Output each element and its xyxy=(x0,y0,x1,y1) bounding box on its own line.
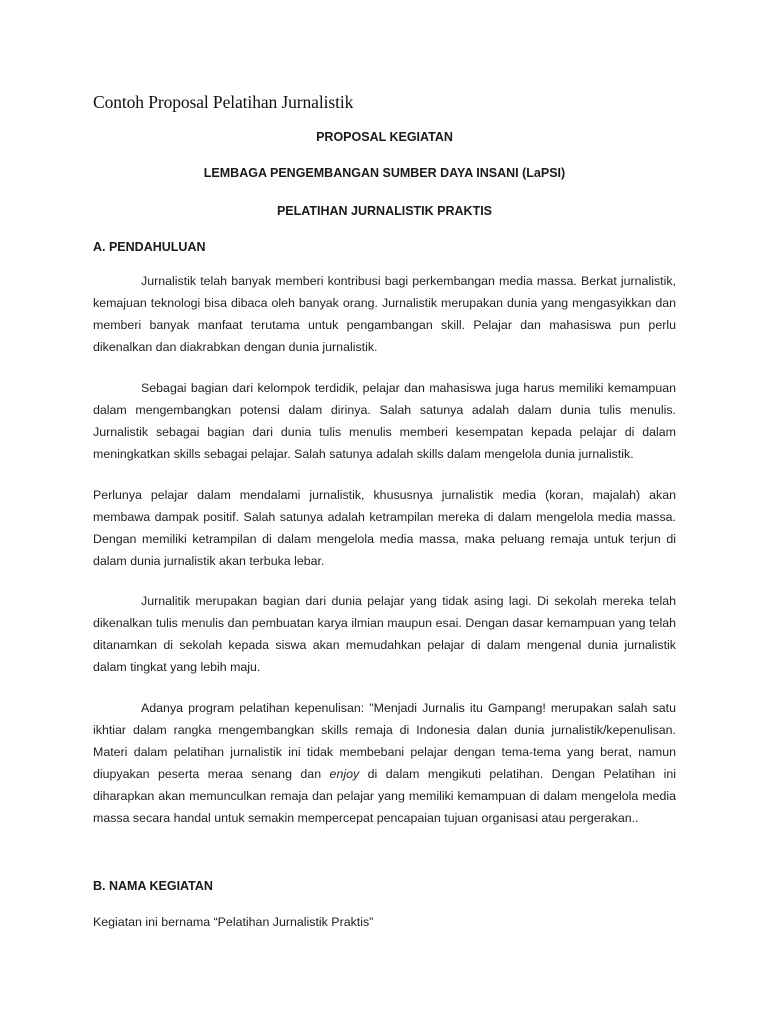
section-b-heading: B. NAMA KEGIATAN xyxy=(93,879,213,893)
paragraph-intro-5 xyxy=(93,697,676,829)
proposal-heading: PROPOSAL KEGIATAN xyxy=(316,130,453,144)
organization-heading: LEMBAGA PENGEMBANGAN SUMBER DAYA INSANI (LaPSI) xyxy=(203,166,566,180)
paragraph-5-text-start: Adanya program pelatihan kepenulisan: "Menjadi Jurnalis itu Gampang! merupakan salah satu ikhtiar dalam rangka mengembangkan skills remaja di Indonesia dalan dunia jurnalistik/kepenulisan. Materi dalam pelatihan jurnalistik ini tidak membebani pelajar dengan tema-tema yang berat, namun diupyakan peserta meraa senang dan xyxy=(93,701,676,781)
paragraph-activity-name: Kegiatan ini bernama “Pelatihan Jurnalistik Praktis” xyxy=(93,915,374,929)
document-title: Contoh Proposal Pelatihan Jurnalistik xyxy=(93,92,354,112)
paragraph-intro-2: Sebagai bagian dari kelompok terdidik, pelajar dan mahasiswa juga harus memiliki kemampuan dalam mengembangkan potensi dalam dirinya. Salah satunya adalah dalam dunia tulis menulis. Jurnalistik sebagai bagian dari dunia tulis menulis memberi kesempatan kepada pelajar di dalam meningkatkan skills sebagai pelajar. Salah satunya adalah skills dalam mengelola dunia jurnalistik. xyxy=(93,381,676,461)
section-a-heading: A. PENDAHULUAN xyxy=(93,240,206,254)
paragraph-intro-4: Jurnalitik merupakan bagian dari dunia pelajar yang tidak asing lagi. Di sekolah mereka telah dikenalkan tulis menulis dan pembuatan karya ilmian maupun esai. Dengan dasar kemampuan yang telah ditanamkan di sekolah kepada siswa akan memudahkan pelajar di dalam mengenal dunia jurnalistik dalam tingkat yang lebih maju. xyxy=(93,594,676,674)
paragraph-intro-1: Jurnalistik telah banyak memberi kontribusi bagi perkembangan media massa. Berkat jurnalistik, kemajuan teknologi bisa dibaca oleh banyak orang. Jurnalistik merupakan dunia yang mengasyikkan dan memberi banyak manfaat terutama untuk pengambangan skill. Pelajar dan mahasiswa pun perlu dikenalkan dan diakrabkan dengan dunia jurnalistik. xyxy=(93,274,676,354)
paragraph-5-text-end: di dalam mengikuti pelatihan. Dengan Pelatihan ini diharapkan akan memunculkan remaja dan pelajar yang memiliki kemampuan di dalam mengelola media massa secara handal untuk semakin mempercepat pencapaian tujuan organisasi atau pergerakan.. xyxy=(93,767,676,825)
paragraph-intro-3: Perlunya pelajar dalam mendalami jurnalistik, khususnya jurnalistik media (koran, majalah) akan membawa dampak positif. Salah satunya adalah ketrampilan mereka di dalam mengelola media massa. Dengan memiliki ketrampilan di dalam mengelola media massa, maka peluang remaja untuk terjun di dalam dunia jurnalistik akan terbuka lebar. xyxy=(93,488,676,568)
program-heading: PELATIHAN JURNALISTIK PRAKTIS xyxy=(276,204,493,218)
italic-enjoy: enjoy xyxy=(329,767,360,781)
